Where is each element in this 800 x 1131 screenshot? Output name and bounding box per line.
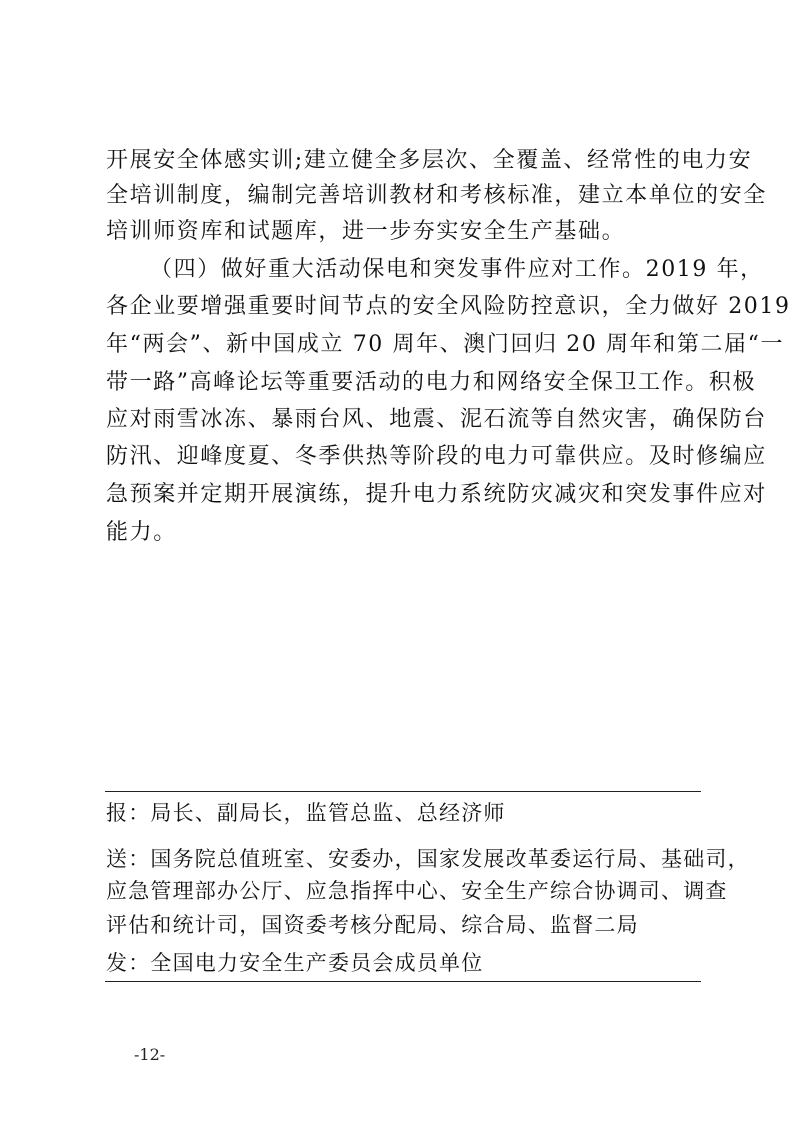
distribution-bottom-divider: [105, 981, 701, 982]
body-line: 各企业要增强重要时间节点的安全风险防控意识，全力做好 2019: [106, 294, 791, 319]
body-line: 年“两会”、新中国成立 70 周年、澳门回归 20 周年和第二届“一: [106, 332, 785, 357]
body-line: 防汛、迎峰度夏、冬季供热等阶段的电力可靠供应。及时修编应: [106, 444, 767, 469]
issue-to-line: 发：全国电力安全生产委员会成员单位: [106, 951, 484, 975]
body-line: 培训师资库和试题库，进一步夯实安全生产基础。: [106, 219, 626, 244]
body-line: 开展安全体感实训;建立健全多层次、全覆盖、经常性的电力安: [106, 148, 753, 173]
send-to-line-continued: 评估和统计司，国资委考核分配局、综合局、监督二局: [106, 913, 639, 937]
distribution-top-divider: [105, 791, 701, 792]
body-line: 带一路”高峰论坛等重要活动的电力和网络安全保卫工作。积极: [106, 370, 757, 395]
send-to-line-continued: 应急管理部办公厅、应急指挥中心、安全生产综合协调司、调查: [106, 879, 728, 903]
body-line: 急预案并定期开展演练，提升电力系统防灾减灾和突发事件应对: [106, 482, 767, 507]
section-heading-line: （四）做好重大活动保电和突发事件应对工作。2019 年，: [150, 257, 764, 282]
report-to-line: 报：局长、副局长，监管总监、总经济师: [106, 801, 506, 825]
body-line: 应对雨雪冰冻、暴雨台风、地震、泥石流等自然灾害，确保防台: [106, 407, 767, 432]
body-line: 全培训制度，编制完善培训教材和考核标准，建立本单位的安全: [106, 183, 767, 208]
page-number: -12-: [134, 1045, 166, 1064]
send-to-line: 送：国务院总值班室、安委办，国家发展改革委运行局、基础司，: [106, 847, 750, 871]
body-line: 能力。: [106, 520, 177, 545]
